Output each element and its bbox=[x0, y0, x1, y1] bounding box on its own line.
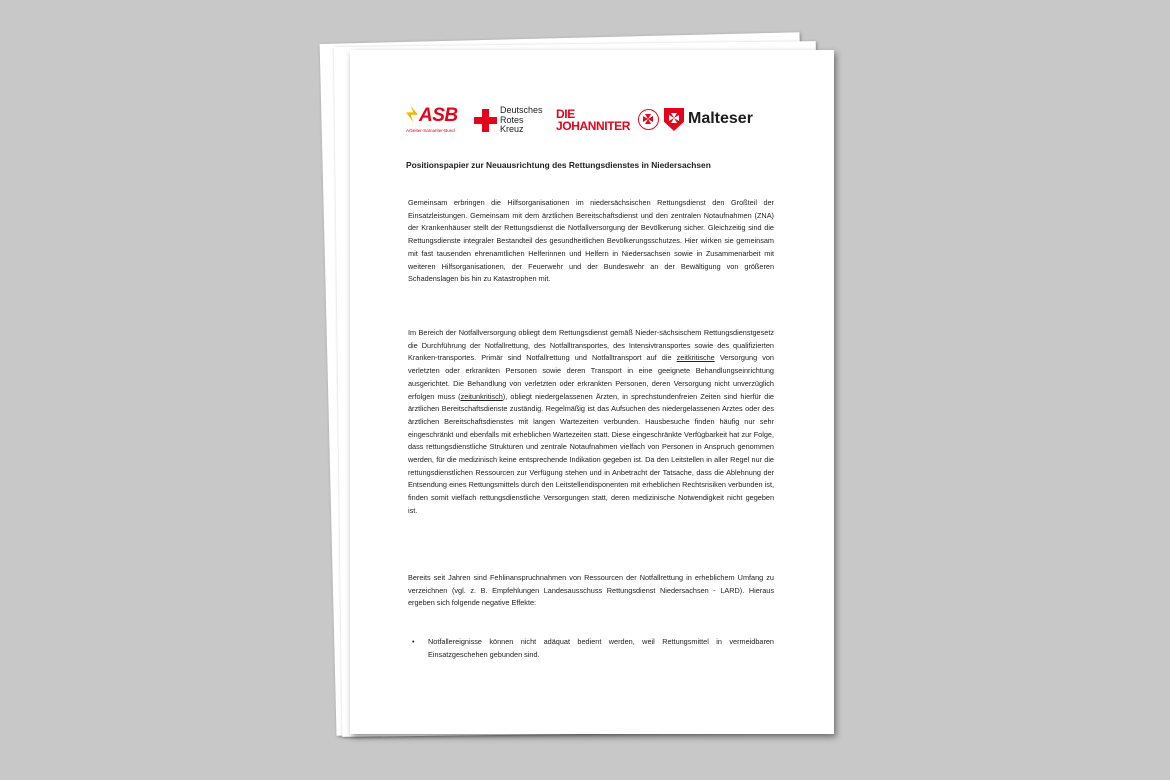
underlined-term: zeitunkritisch bbox=[460, 391, 503, 401]
paragraph: Im Bereich der Notfallversorgung obliegt dem Rettungsdienst gemäß Nieder-sächsischem Rettungsdienstgesetz die Durchführung der Notfallrettung, des Notfalltransportes, des Intensivtransportes sowie des qualifizierten Kranken-transportes. Primär sind Notfallrettung und Notfalltransport auf die zeitkritische Versorgung von verletzten oder erkrankten Personen sowie deren Transport in eine geeignete Behandlungseinrichtung ausgerichtet. Die Behandlung von verletzten oder erkrankten Personen, deren Versorgung nicht unverzüglich erfolgen muss (zeitunkritisch), obliegt niedergelassenen Ärzten, in sprechstundenfreien Zeiten sind hierfür die ärztlichen Bereitschaftsdienste zuständig. Regelmäßig ist das Aufsuchen des niedergelassenen Arztes oder des ärztlichen Bereitschaftsdienstes mit langen Wartezeiten verbunden. Hausbesuche finden häufig nur sehr eingeschränkt und ebenfalls mit erheblichen Wartezeiten statt. Diese eingeschränkte Verfügbarkeit hat zur Folge, dass rettungsdienstliche Strukturen und zentrale Notaufnahmen vielfach von Personen in Anspruch genommen werden, für die medizinisch keine entsprechende Indikation gegeben ist. Da den Leitstellen in aller Regel nur die rettungsdienstlichen Ressourcen zur Verfügung stehen und in Anbetracht der Tatsache, dass die Ablehnung der Entsendung eines Rettungsmittels durch den Leitstellendisponenten mit erheblichen Rechtsrisiken verbunden ist, finden somit vielfach rettungsdienstliche Versorgungen statt, deren medizinische Notwendigkeit nicht gegeben ist. bbox=[408, 328, 774, 515]
johanniter-logo bbox=[556, 106, 631, 138]
paragraph: Gemeinsam erbringen die Hilfsorganisationen im niedersächsischen Rettungsdienst den Großteil der Einsatzleistungen. Gemeinsam mit dem ärztlichen Bereitschaftsdienst und den zentralen Notaufnahmen (ZNA) der Krankenhäuser stellt der Rettungsdienst die Notfallversorgung der Bevölkerung sicher. Gleichzeitig sind die Rettungsdienste integraler Bestandteil des gesundheitlichen Bevölkerungsschutzes. Hier wirken sie gemeinsam mit fast tausenden ehrenamtlichen Helferinnen und Helfern in Niedersachsen sowie in Zusammenarbeit mit weiteren Hilfsorganisationen, der Feuerwehr und der Bundeswehr an der Bewältigung von größeren Schadenslagen bis hin zu Katastrophen mit. bbox=[408, 198, 774, 284]
asb-logo-text: ASB bbox=[419, 105, 458, 126]
asb-bolt-icon bbox=[406, 106, 418, 122]
bullet-list bbox=[408, 636, 774, 661]
logo-row bbox=[406, 106, 756, 138]
asb-logo-subtitle: Arbeiter-Samariter-Bund bbox=[406, 128, 455, 133]
malteser-logo-text: Malteser bbox=[688, 110, 753, 127]
bullet-marker: • bbox=[412, 637, 415, 646]
drk-logo-text: Deutsches Rotes Kreuz bbox=[500, 105, 543, 134]
johanniter-logo-text: DIE JOHANNITER bbox=[556, 107, 631, 133]
underlined-term: zeitkritische bbox=[676, 353, 715, 363]
red-cross-icon bbox=[474, 109, 497, 132]
list-item bbox=[408, 636, 774, 661]
malteser-logo bbox=[638, 106, 754, 136]
front-page bbox=[350, 50, 834, 734]
maltese-shield-icon bbox=[664, 108, 684, 131]
bullet-text: Notfallereignisse können nicht adäquat bedient werden, weil Rettungsmittel in vermeidbaren Einsatzgeschehen gebunden sind. bbox=[428, 637, 774, 659]
document-title: Positionspapier zur Neuausrichtung des Rettungsdienstes in Niedersachsen bbox=[406, 160, 711, 170]
drk-logo bbox=[474, 106, 550, 138]
maltese-seal-icon bbox=[638, 109, 659, 130]
paragraph: Bereits seit Jahren sind Fehlinanspruchnahmen von Ressourcen der Notfallrettung in erheblichem Umfang zu verzeichnen (vgl. z. B. Empfehlungen Landesausschuss Rettungsdienst Niedersachsen - LARD). Hieraus ergeben sich folgende negative Effekte: bbox=[408, 573, 774, 608]
asb-logo bbox=[406, 106, 468, 136]
